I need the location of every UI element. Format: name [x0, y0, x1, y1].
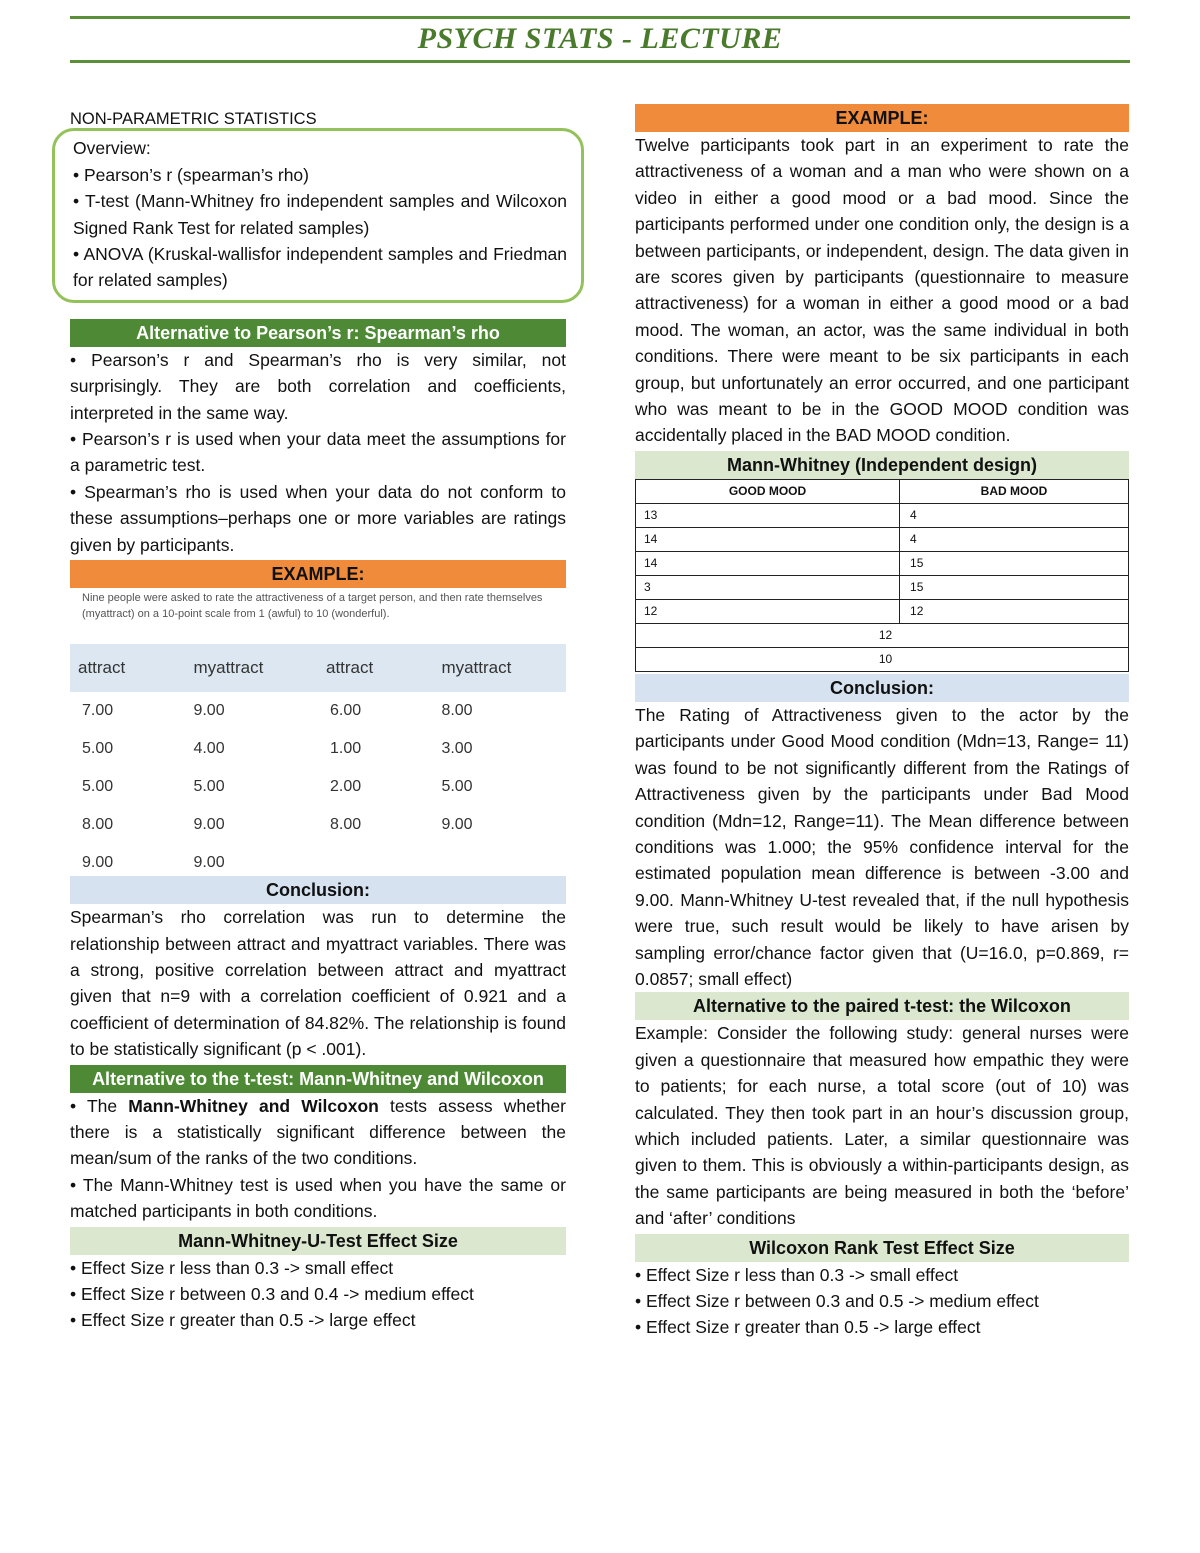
page-title: PSYCH STATS - LECTURE: [417, 22, 783, 55]
effect-size-item: • Effect Size r greater than 0.5 -> large effect: [635, 1317, 981, 1338]
table-cell: 12: [900, 599, 1129, 623]
table-cell: 3: [636, 575, 900, 599]
table-cell: 5.00: [193, 778, 225, 796]
table-cell: 4: [900, 527, 1129, 551]
table-row: [70, 806, 566, 844]
overview-item: • Pearson’s r (spearman’s rho): [73, 164, 309, 185]
table-cell: 9.00: [441, 816, 473, 834]
conclusion-text: Spearman’s rho correlation was run to determine the relationship between attract and myattract variables. There was a strong, positive correlation between attract and myattract given that n=9 with a correlation coefficient of 0.921 and a coefficient of determination of 84.82%. The relationship is found to be statistically significant (p < .001).: [70, 907, 566, 1060]
table-cell: 8.00: [441, 702, 473, 720]
table-cell: 5.00: [82, 778, 114, 796]
ttest-heading: Alternative to the t-test: Mann-Whitney and Wilcoxon: [70, 1065, 566, 1093]
spearman-bullet: • Pearson’s r is used when your data meet the assumptions for a parametric test.: [70, 429, 566, 476]
table-cell: 14: [636, 527, 900, 551]
table-cell: 7.00: [82, 702, 114, 720]
header-rule-top: [70, 16, 1130, 19]
table-cell: 15: [900, 575, 1129, 599]
table-row: [70, 768, 566, 806]
effect-size-item: • Effect Size r between 0.3 and 0.5 -> medium effect: [635, 1291, 1039, 1311]
effect-size-item: • Effect Size r greater than 0.5 -> large effect: [70, 1310, 416, 1331]
ttest-bullet: • The Mann-Whitney and Wilcoxon tests assess whether there is a statistically significant difference between the mean/sum of the ranks of the two conditions.: [70, 1095, 566, 1169]
ttest-bullet: • The Mann-Whitney test is used when you have the same or matched participants in both conditions.: [70, 1174, 566, 1222]
left-column: [70, 106, 566, 1334]
table-cell: 9.00: [193, 854, 225, 872]
table-header: GOOD MOOD: [636, 479, 900, 503]
table-cell: 9.00: [82, 854, 114, 872]
table-cell: 12: [636, 623, 1129, 647]
table-cell: 3.00: [441, 740, 473, 758]
effect-size-item: • Effect Size r less than 0.3 -> small effect: [635, 1264, 959, 1285]
table-header: myattract: [401, 644, 566, 692]
example-description: Nine people were asked to rate the attractiveness of a target person, and then rate themselves (myattract) on a 10-point scale from 1 (awful) to 10 (wonderful).: [82, 592, 543, 621]
table-cell: 12: [636, 599, 900, 623]
overview-box: [52, 128, 584, 302]
spearman-data-table: [70, 644, 566, 882]
right-column: [635, 106, 1129, 1341]
wilcoxon-effect-heading: Wilcoxon Rank Test Effect Size: [635, 1234, 1129, 1262]
table-cell: 4.00: [193, 740, 225, 758]
spearman-bullet: • Spearman’s rho is used when your data do not conform to these assumptions–perhaps one or more variables are ratings given by participants.: [70, 481, 566, 555]
table-row: [70, 692, 566, 730]
table-cell: 14: [636, 551, 900, 575]
section-label: NON-PARAMETRIC STATISTICS: [70, 110, 317, 128]
conclusion-text: The Rating of Attractiveness given to the actor by the participants under Good Mood condition (Mdn=13, Range= 11) was found to be not significantly different from the Ratings of Attractiveness given by the participants under Bad Mood condition (Mdn=12, Range=11). The Mean difference between conditions was 1.000; the 95% confidence interval for the estimated population mean difference is between -3.00 and 9.00. Mann-Whitney U-test revealed that, if the null hypothesis were true, such result would be likely to have arisen by sampling error/chance factor given that (U=16.0, p=0.869, r= 0.0857; small effect): [635, 704, 1129, 989]
wilcoxon-heading: Alternative to the paired t-test: the Wilcoxon: [635, 992, 1129, 1020]
conclusion-heading: Conclusion:: [70, 876, 566, 904]
table-cell: 8.00: [82, 816, 114, 834]
table-cell: 2.00: [329, 778, 362, 796]
table-cell: 4: [900, 503, 1129, 527]
effect-size-item: • Effect Size r between 0.3 and 0.4 -> medium effect: [70, 1283, 474, 1304]
table-row: [636, 647, 1129, 671]
conclusion-heading: Conclusion:: [635, 674, 1129, 702]
table-row: [636, 575, 1129, 599]
overview-item: • ANOVA (Kruskal-wallisfor independent samples and Friedman for related samples): [73, 244, 567, 291]
table-row: [636, 503, 1129, 527]
table-cell: 5.00: [441, 778, 473, 796]
spearman-heading: Alternative to Pearson’s r: Spearman’s rho: [70, 319, 566, 347]
table-cell: 6.00: [329, 702, 362, 720]
table-cell: 13: [636, 503, 900, 527]
spearman-bullet: • Pearson’s r and Spearman’s rho is very similar, not surprisingly. They are both correlation and coefficients, interpreted in the same way.: [70, 349, 566, 423]
table-cell: 1.00: [329, 740, 362, 758]
table-row: [636, 623, 1129, 647]
header-rule-bottom: [70, 60, 1130, 63]
table-cell: 9.00: [193, 702, 225, 720]
effect-size-item: • Effect Size r less than 0.3 -> small effect: [70, 1257, 394, 1278]
table-row: [636, 599, 1129, 623]
table-cell: 5.00: [82, 740, 114, 758]
example-text: Twelve participants took part in an experiment to rate the attractiveness of a woman and a man who were shown on a video in either a good mood or a bad mood. Since the participants performed under one condition only, the design is a between participants, or independent, design. The data given in are scores given by participants (questionnaire to measure attractiveness) for a woman in either a good mood or a bad mood. The woman, an actor, was the same individual in both conditions. There were meant to be six participants in each group, but unfortunately an error occurred, and one participant who was meant to be in the GOOD MOOD condition was accidentally placed in the BAD MOOD condition.: [635, 135, 1129, 446]
mann-whitney-table: [635, 479, 1129, 672]
table-cell: 9.00: [193, 816, 225, 834]
table-header: myattract: [153, 644, 318, 692]
overview-item: • T-test (Mann-Whitney fro independent samples and Wilcoxon Signed Rank Test for related samples): [73, 191, 567, 238]
table-cell: 8.00: [329, 816, 362, 834]
overview-title: Overview:: [73, 138, 151, 159]
table-header: attract: [318, 644, 401, 692]
mann-whitney-heading: Mann-Whitney (Independent design): [635, 451, 1129, 479]
wilcoxon-text: Example: Consider the following study: general nurses were given a questionnaire that measured how empathic they were to patients; for each nurse, a total score (out of 10) was calculated. They then took part in an hour’s discussion group, which included patients. Later, a similar questionnaire was given to them. This is obviously a within-participants design, as the same participants are being measured in both the ‘before’ and ‘after’ conditions: [635, 1023, 1129, 1229]
example-heading: EXAMPLE:: [70, 560, 566, 588]
table-row: [70, 730, 566, 768]
table-header: BAD MOOD: [900, 479, 1129, 503]
table-cell: 10: [636, 647, 1129, 671]
table-row: [636, 527, 1129, 551]
table-row: [636, 551, 1129, 575]
table-cell: 15: [900, 551, 1129, 575]
table-header: attract: [70, 644, 153, 692]
example-heading: EXAMPLE:: [635, 104, 1129, 132]
effect-size-heading: Mann-Whitney-U-Test Effect Size: [70, 1227, 566, 1255]
